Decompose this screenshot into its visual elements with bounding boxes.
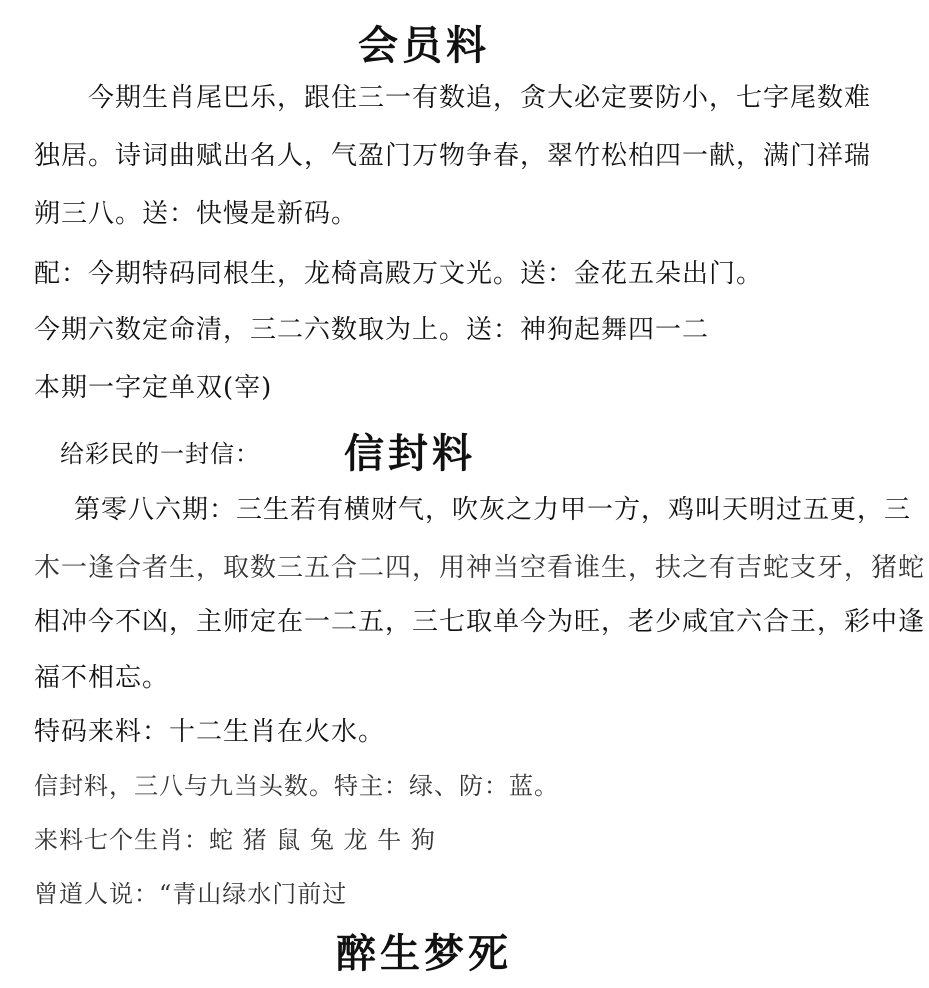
- paragraph-line: 曾道人说：“青山绿水门前过: [34, 880, 348, 908]
- paragraph-line: 来料七个生肖：蛇 猪 鼠 兔 龙 牛 狗: [34, 826, 436, 854]
- letter-intro: 给彩民的一封信：: [60, 440, 260, 468]
- section-title-envelope: 信封料: [344, 431, 476, 477]
- paragraph-line: 特码来料：十二生肖在火水。: [34, 717, 386, 747]
- paragraph-line: 独居。诗词曲赋出名人，气盈门万物争春，翠竹松柏四一献，满门祥瑞: [34, 141, 872, 171]
- paragraph-line: 朔三八。送：快慢是新码。: [34, 199, 359, 229]
- paragraph-line: 第零八六期：三生若有横财气，吹灰之力甲一方，鸡叫天明过五更，三: [74, 495, 912, 525]
- paragraph-line: 福不相忘。: [34, 663, 170, 693]
- section-title-final: 醉生梦死: [336, 931, 512, 977]
- paragraph-line: 今期六数定命清，三二六数取为上。送：神狗起舞四一二: [34, 315, 710, 345]
- paragraph-line: 配：今期特码同根生，龙椅高殿万文光。送：金花五朵出门。: [34, 259, 764, 289]
- paragraph-line: 木一逢合者生，取数三五合二四，用神当空看谁生，扶之有吉蛇支牙，猪蛇: [34, 553, 926, 583]
- section-title-members: 会员料: [358, 23, 490, 69]
- paragraph-line: 信封料，三八与九当头数。特主：绿、防：蓝。: [34, 772, 559, 800]
- paragraph-line: 本期一字定单双(宰): [34, 373, 273, 403]
- paragraph-line: 相冲今不凶，主师定在一二五，三七取单今为旺，老少咸宜六合王，彩中逢: [34, 607, 926, 637]
- paragraph-line: 今期生肖尾巴乐，跟住三一有数追，贪大必定要防小，七字尾数难: [88, 83, 872, 113]
